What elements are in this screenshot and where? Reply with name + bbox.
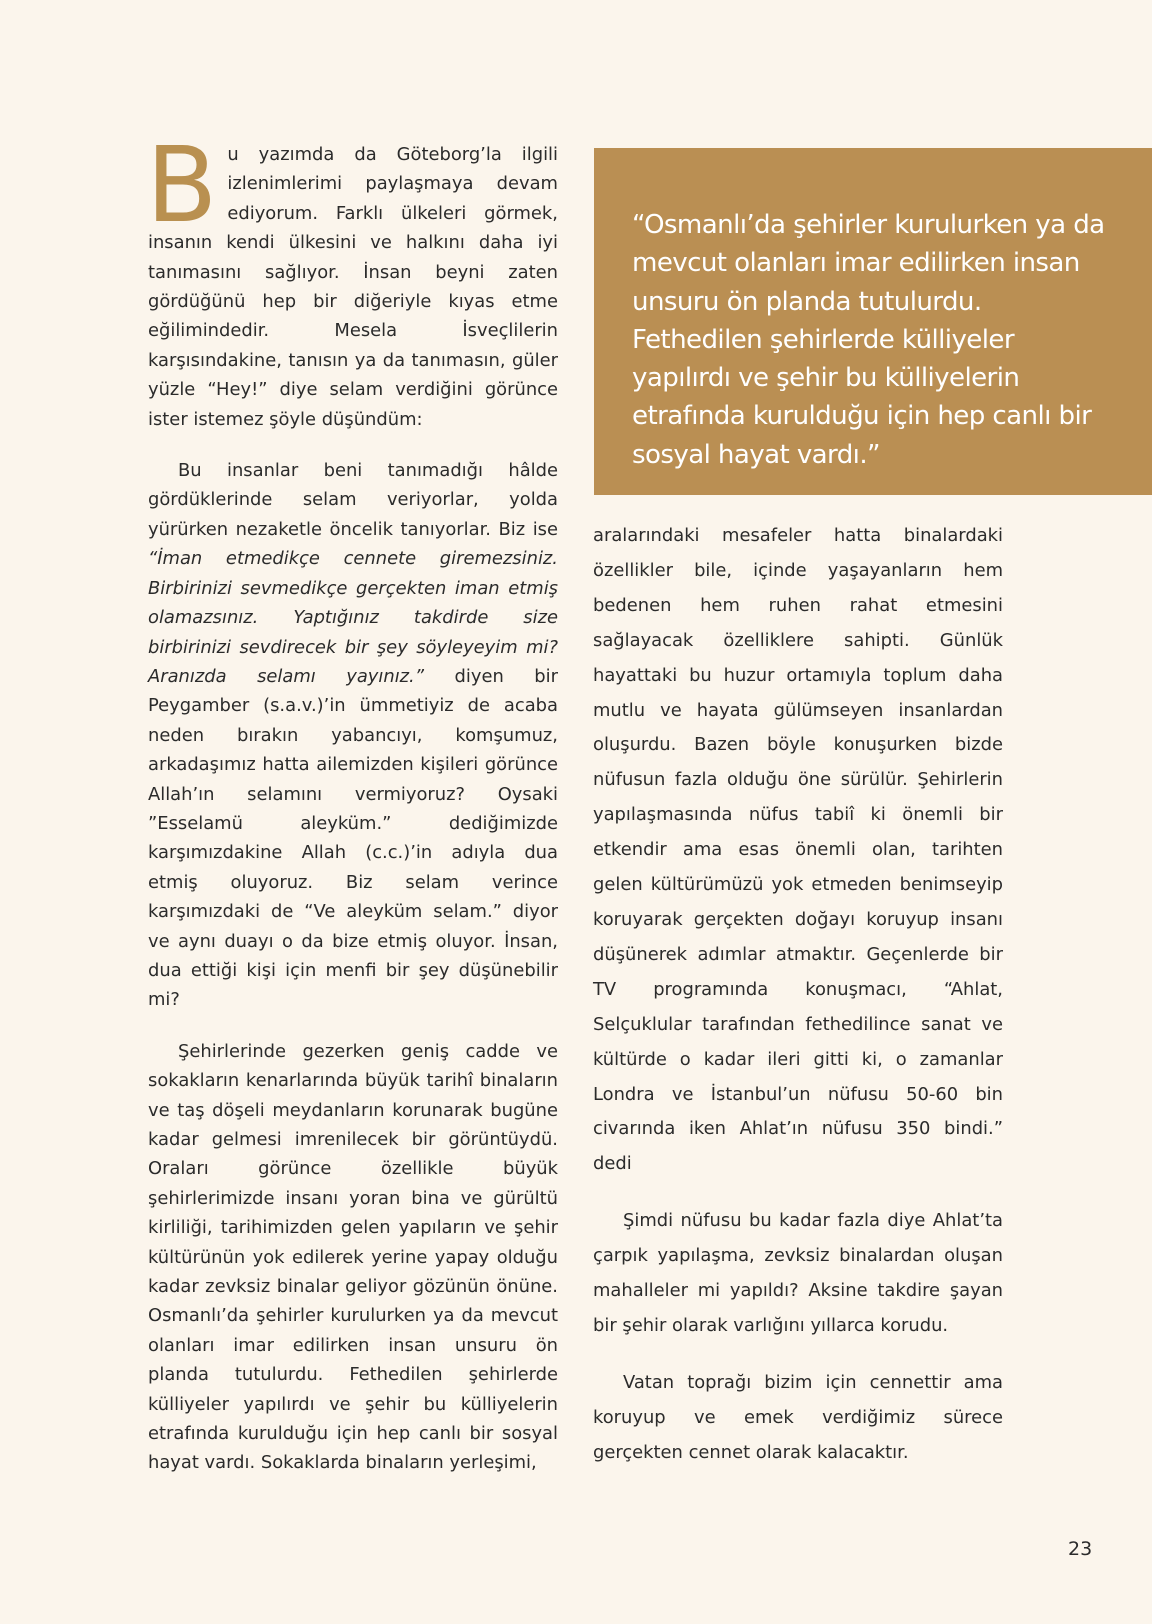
city-paragraph: Şehirlerinde gezerken geniş cadde ve sokakların kenarlarında büyük tarihî binaların ve taş döşeli meydanların korunarak bugüne kadar gelmesi imrenilecek bir görüntüydü. Oraları görünce özellikle büyük şehirlerimizde insanı yoran bina ve gürültü kirliliği, tarihimizden gelen yapıların ve şehir kültürünün yok edilerek yerine yapay olduğu kadar zevksiz binalar geliyor gözünün önüne. Osmanlı’da şehirler kurulurken ya da mevcut olanları imar edilirken insan unsuru ön planda tutulurdu. Fethedilen şehirlerde külliyeler yapılırdı ve şehir bu külliyelerin etrafında kurulduğu için hep canlı bir sosyal hayat vardı. Sokaklarda binaların yerleşimi, — [148, 1040, 558, 1474]
pull-quote-text: “Osmanlı’da şehirler kurulurken ya da mevcut olanları imar edilirken insan unsuru ön planda tutulurdu. Fethedilen şehirlerde külliyeler yapılırdı ve şehir bu külliyelerin etrafında kurulduğu için hep canlı bir sosyal hayat vardı.” — [632, 210, 1105, 470]
hadith-quote: “İman etmedikçe cennete giremezsiniz. Birbirinizi sevmedikçe gerçekten iman etmiş olamazsınız. Yaptığınız takdirde size birbirinizi sevdirecek bir şey söyleyeyim mi? Aranızda selamı yayınız.” — [148, 548, 558, 687]
intro-paragraph — [146, 124, 558, 434]
drop-cap: B — [146, 124, 218, 246]
ahlat-paragraph: Şimdi nüfusu bu kadar fazla diye Ahlat’ta çarpık yapılaşma, zevksiz binalardan oluşan mahalleler mi yapıldı? Aksine takdire şayan bir şehir olarak varlığını yıllarca korudu. — [593, 1210, 1003, 1336]
left-column — [146, 124, 558, 1500]
page-number: 23 — [1068, 1538, 1093, 1560]
continuation-paragraph: aralarındaki mesafeler hatta binalardaki özellikler bile, içinde yaşayanların hem bedenen hem ruhen rahat etmesini sağlayacak özelliklere sahipti. Günlük hayattaki bu huzur ortamıyla toplum daha mutlu ve hayata gülümseyen insanlardan oluşurdu. Bazen böyle konuşurken bizde nüfusun fazla olduğu öne sürülür. Şehirlerin yapılaşmasında nüfus tabiî ki önemli bir etkendir ama esas önemli olan, tarihten gelen kültürümüzü yok etmeden benimseyip koruyarak gerçekten doğayı koruyup insanı düşünerek adımlar atmaktır. Geçenlerde bir TV programında konuşmacı, “Ahlat, Selçuklular tarafından fethedilince sanat ve kültürde o kadar ileri gitti ki, o zamanlar Londra ve İstanbul’un nüfusu 50-60 bin civarında iken Ahlat’ın nüfusu 350 bindi.” dedi — [593, 525, 1003, 1175]
pull-quote-box — [594, 148, 1152, 495]
right-column — [593, 519, 1003, 1493]
hadith-paragraph — [148, 456, 558, 1015]
intro-text: u yazımda da Göteborg’la ilgili izlenimlerimi paylaşmaya devam ediyorum. Farklı ülkeleri görmek, insanın kendi ülkesini ve halkını daha iyi tanımasını sağlıyor. İnsan beyni zaten gördüğünü hep bir diğeriyle kıyas etme eğilimindedir. Mesela İsveçlilerin karşısındakine, tanısın ya da tanımasın, güler yüzle “Hey!” diye selam verdiğini görünce ister istemez şöyle düşündüm: — [148, 144, 558, 430]
hadith-lead: Bu insanlar beni tanımadığı hâlde gördüklerinde selam veriyorlar, yolda yürürken nezaketle öncelik tanıyorlar. Biz ise — [148, 460, 558, 540]
hadith-followup: diyen bir Peygamber (s.a.v.)’in ümmetiyiz de acaba neden bırakın yabancıyı, komşumuz, arkadaşımız hatta ailemizden kişileri görünce Allah’ın selamını vermiyoruz? Oysaki ”Esselamü aleyküm.” dediğimizde karşımızdakine Allah (c.c.)’in adıyla dua etmiş oluyoruz. Biz selam verince karşımızdaki de “Ve aleyküm selam.” diyor ve aynı duayı o da bize etmiş oluyor. İnsan, dua ettiği kişi için menfi bir şey düşünebilir mi? — [148, 665, 558, 1011]
closing-paragraph: Vatan toprağı bizim için cennettir ama koruyup ve emek verdiğimiz sürece gerçekten cennet olarak kalacaktır. — [593, 1371, 1003, 1463]
